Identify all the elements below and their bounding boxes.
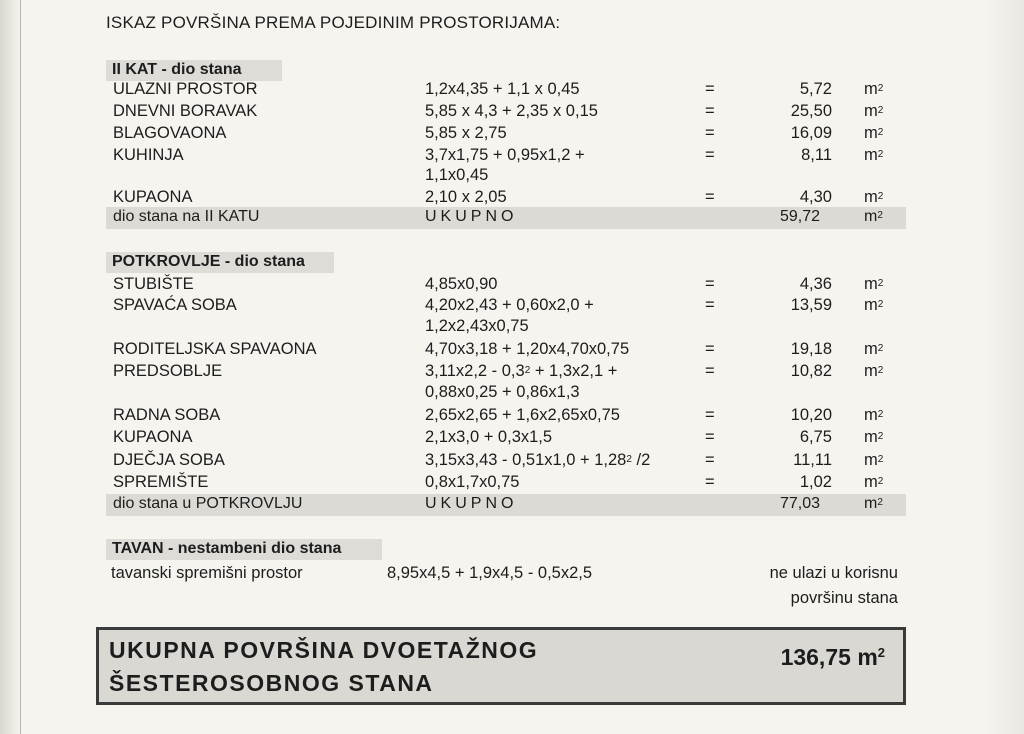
area-calculation — [425, 451, 650, 470]
calc-exponent: 2 — [626, 454, 632, 465]
area-value: 10,82 — [790, 362, 832, 380]
grand-total-number: 136,75 — [780, 644, 851, 670]
room-name: RODITELJSKA SPAVAONA — [113, 340, 317, 358]
area-unit — [864, 124, 883, 143]
area-calculation-continued: 1,2x2,43x0,75 — [425, 317, 529, 335]
section-heading-label: TAVAN - nestambeni dio stana — [112, 540, 342, 557]
grand-total-value — [781, 644, 885, 671]
unit-base: m — [864, 451, 878, 469]
table-row-continuation — [0, 383, 1024, 404]
calc-part: 3,15x3,43 - 0,51x1,0 + 1,28 — [425, 451, 627, 469]
area-value: 25,50 — [790, 102, 832, 120]
unit-exponent: 2 — [877, 454, 884, 465]
grand-total-box — [96, 627, 906, 705]
equals-sign: = — [705, 296, 715, 314]
equals-sign: = — [705, 275, 715, 293]
equals-sign: = — [705, 362, 715, 380]
document-title: ISKAZ POVRŠINA PREMA POJEDINIM PROSTORIJAMA: — [106, 13, 561, 32]
area-value: 11,11 — [793, 451, 832, 469]
area-calculation: 3,7x1,75 + 0,95x1,2 + — [425, 146, 585, 164]
calc-part: 3,11x2,2 - 0,3 — [425, 362, 525, 380]
note-line-1: ne ulazi u korisnu — [769, 564, 898, 582]
table-row — [0, 296, 1024, 317]
unit-base: m — [864, 340, 878, 358]
equals-sign: = — [705, 80, 715, 98]
calc-part: /2 — [631, 451, 651, 469]
unit-exponent: 2 — [877, 83, 884, 94]
area-calculation: 5,85 x 2,75 — [425, 124, 507, 142]
unit-base: m — [864, 428, 878, 446]
area-calculation: 2,1x3,0 + 0,3x1,5 — [425, 428, 553, 446]
area-calculation-continued: 1,1x0,45 — [425, 166, 489, 184]
unit-exponent: 2 — [877, 431, 884, 442]
area-calculation: 2,65x2,65 + 1,6x2,65x0,75 — [425, 406, 620, 424]
unit-base: m — [857, 644, 878, 670]
table-row — [0, 451, 1024, 472]
area-calculation: 4,70x3,18 + 1,20x4,70x0,75 — [425, 340, 630, 358]
grand-total-label-line-1: UKUPNA POVRŠINA DVOETAŽNOG — [109, 637, 539, 663]
area-value: 4,30 — [799, 188, 832, 206]
area-calculation: 5,85 x 4,3 + 2,35 x 0,15 — [425, 102, 598, 120]
calc-exponent: 2 — [524, 365, 531, 376]
unit-exponent: 2 — [877, 409, 884, 420]
area-unit — [864, 80, 883, 99]
unit-exponent: 2 — [877, 365, 884, 376]
area-unit — [864, 102, 883, 121]
table-row — [0, 406, 1024, 427]
unit-base: m — [864, 188, 878, 206]
calc-part: + 1,3x2,1 + — [530, 362, 618, 380]
unit-exponent: 2 — [877, 191, 884, 202]
unit-exponent: 2 — [877, 476, 884, 487]
unit-base: m — [864, 296, 878, 314]
room-name: KUPAONA — [113, 428, 193, 446]
equals-sign: = — [705, 146, 715, 164]
unit-exponent: 2 — [877, 149, 884, 160]
area-calculation: 8,95x4,5 + 1,9x4,5 - 0,5x2,5 — [387, 564, 593, 582]
room-name: DJEČJA SOBA — [113, 451, 225, 469]
table-row-continuation — [0, 166, 1024, 187]
room-name: tavanski spremišni prostor — [111, 564, 303, 582]
unit-exponent: 2 — [877, 343, 884, 354]
table-row — [0, 275, 1024, 296]
area-calculation: 4,85x0,90 — [425, 275, 498, 293]
total-unit — [864, 495, 883, 513]
area-value: 6,75 — [799, 428, 832, 446]
equals-sign: = — [705, 428, 715, 446]
room-name: RADNA SOBA — [113, 406, 221, 424]
room-name: BLAGOVAONA — [113, 124, 227, 142]
unit-base: m — [864, 473, 878, 491]
unit-exponent: 2 — [877, 278, 884, 289]
area-unit — [864, 275, 883, 294]
unit-exponent: 2 — [877, 127, 884, 138]
table-row — [0, 362, 1024, 383]
table-row — [0, 124, 1024, 145]
section-total-row — [106, 207, 906, 229]
table-row — [0, 80, 1024, 101]
total-value: 77,03 — [779, 495, 820, 512]
unit-exponent: 2 — [877, 497, 883, 508]
equals-sign: = — [705, 340, 715, 358]
room-name: KUHINJA — [113, 146, 184, 164]
area-unit — [864, 146, 883, 165]
equals-sign: = — [705, 451, 715, 469]
note-line-2: površinu stana — [790, 589, 898, 607]
table-row-continuation — [0, 589, 1024, 610]
area-value: 4,36 — [799, 275, 832, 293]
table-row — [0, 102, 1024, 123]
area-calculation — [425, 362, 617, 381]
room-name: SPAVAĆA SOBA — [113, 296, 237, 314]
area-calculation: 1,2x4,35 + 1,1 x 0,45 — [425, 80, 580, 98]
section-heading-label: II KAT - dio stana — [112, 61, 242, 78]
area-unit — [864, 362, 883, 381]
area-unit — [864, 296, 883, 315]
area-unit — [864, 451, 883, 470]
room-name: SPREMIŠTE — [113, 473, 209, 491]
unit-exponent: 2 — [877, 210, 883, 221]
area-value: 19,18 — [790, 340, 832, 358]
equals-sign: = — [705, 102, 715, 120]
area-unit — [864, 406, 883, 425]
unit-base: m — [864, 208, 878, 225]
total-calc-label: UKUPNO — [425, 208, 518, 225]
section-heading-ii-kat — [106, 60, 282, 81]
room-name: PREDSOBLJE — [113, 362, 223, 380]
table-row — [0, 564, 1024, 585]
unit-exponent: 2 — [877, 645, 885, 660]
unit-base: m — [864, 124, 878, 142]
table-row — [0, 473, 1024, 494]
total-label: dio stana na II KATU — [113, 208, 260, 225]
equals-sign: = — [705, 188, 715, 206]
area-value: 10,20 — [790, 406, 832, 424]
area-calculation: 2,10 x 2,05 — [425, 188, 507, 206]
grand-total-label-line-2: ŠESTEROSOBNOG STANA — [109, 670, 434, 696]
equals-sign: = — [705, 473, 715, 491]
area-unit — [864, 188, 883, 207]
unit-base: m — [864, 275, 878, 293]
total-calc-label: UKUPNO — [425, 495, 518, 512]
area-unit — [864, 428, 883, 447]
table-row — [0, 428, 1024, 449]
area-value: 13,59 — [790, 296, 832, 314]
unit-base: m — [864, 102, 878, 120]
room-name: KUPAONA — [113, 188, 193, 206]
area-calculation-continued: 0,88x0,25 + 0,86x1,3 — [425, 383, 580, 401]
table-row — [0, 188, 1024, 209]
room-name: DNEVNI BORAVAK — [113, 102, 258, 120]
equals-sign: = — [705, 124, 715, 142]
area-unit — [864, 473, 883, 492]
table-row — [0, 340, 1024, 361]
unit-exponent: 2 — [877, 299, 884, 310]
area-value: 8,11 — [801, 146, 832, 164]
room-name: STUBIŠTE — [113, 275, 194, 293]
section-heading-label: POTKROVLJE - dio stana — [112, 253, 305, 270]
table-row — [0, 146, 1024, 167]
total-value: 59,72 — [779, 208, 820, 225]
unit-base: m — [864, 146, 878, 164]
total-unit — [864, 208, 883, 226]
room-name: ULAZNI PROSTOR — [113, 80, 258, 98]
unit-base: m — [864, 362, 878, 380]
unit-base: m — [864, 495, 878, 512]
section-heading-tavan — [106, 539, 382, 560]
area-unit — [864, 340, 883, 359]
area-calculation: 0,8x1,7x0,75 — [425, 473, 520, 491]
unit-base: m — [864, 80, 878, 98]
area-value: 5,72 — [799, 80, 832, 98]
equals-sign: = — [705, 406, 715, 424]
unit-base: m — [864, 406, 878, 424]
area-value: 1,02 — [799, 473, 832, 491]
area-value: 16,09 — [790, 124, 832, 142]
unit-exponent: 2 — [877, 105, 884, 116]
area-calculation: 4,20x2,43 + 0,60x2,0 + — [425, 296, 594, 314]
total-label: dio stana u POTKROVLJU — [113, 495, 303, 512]
table-row-continuation — [0, 317, 1024, 338]
section-total-row — [106, 494, 906, 516]
section-heading-potkrovlje — [106, 252, 334, 273]
